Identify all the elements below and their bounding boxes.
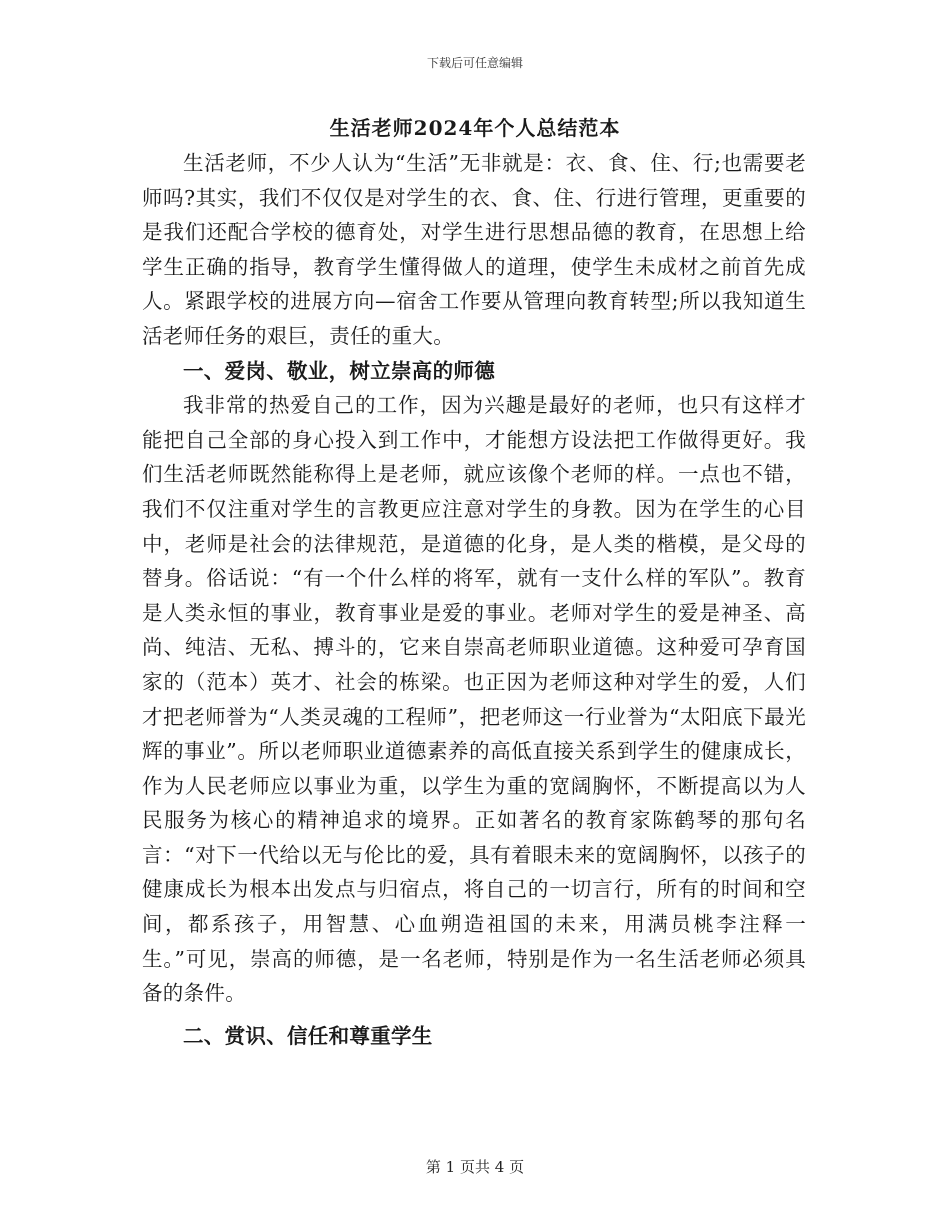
header-note: 下载后可任意编辑 xyxy=(426,56,523,70)
section-heading-2: 二、赏识、信任和尊重学生 xyxy=(183,1023,433,1048)
document-body xyxy=(142,146,806,1053)
intro-paragraph: 生活老师，不少人认为“生活”无非就是：衣、食、住、行;也需要老师吗?其实，我们不仅仅是对学生的衣、食、住、行进行管理，更重要的是我们还配合学校的德育处，对学生进行思想品德的教育，在思想上给学生正确的指导，教育学生懂得做人的道理，使学生未成材之前首先成人。紧跟学校的进展方向—宿舍工作要从管理向教育转型;所以我知道生活老师任务的艰巨，责任的重大。 xyxy=(142,151,806,348)
section-1-paragraph: 我非常的热爱自己的工作，因为兴趣是最好的老师，也只有这样才能把自己全部的身心投入到工作中，才能想方设法把工作做得更好。我们生活老师既然能称得上是老师，就应该像个老师的样。一点也不错，我们不仅注重对学生的言教更应注意对学生的身教。因为在学生的心目中，老师是社会的法律规范，是道德的化身，是人类的楷模，是父母的替身。俗话说：“有一个什么样的将军，就有一支什么样的军队”。教育是人类永恒的事业，教育事业是爱的事业。老师对学生的爱是神圣、高尚、纯洁、无私、搏斗的，它来自崇高老师职业道德。这种爱可孕育国家的（范本）英才、社会的栋梁。也正因为老师这种对学生的爱，人们才把老师誉为“人类灵魂的工程师”，把老师这一行业誉为“太阳底下最光辉的事业”。所以老师职业道德素养的高低直接关系到学生的健康成长，作为人民老师应以事业为重，以学生为重的宽阔胸怀，不断提高以为人民服务为核心的精神追求的境界。正如著名的教育家陈鹤琴的那句名言：“对下一代给以无与伦比的爱，具有着眼未来的宽阔胸怀，以孩子的健康成长为根本出发点与归宿点，将自己的一切言行，所有的时间和空间，都系孩子，用智慧、心血朔造祖国的未来，用满员桃李注释一生。”可见，崇高的师德，是一名老师，特别是作为一名生活老师必须具备的条件。 xyxy=(142,393,806,1006)
page-footer: 第 1 页共 4 页 xyxy=(425,1158,525,1176)
section-heading-1: 一、爱岗、敬业，树立崇高的师德 xyxy=(183,358,495,383)
document-title: 生活老师2024年个人总结范本 xyxy=(329,116,621,140)
